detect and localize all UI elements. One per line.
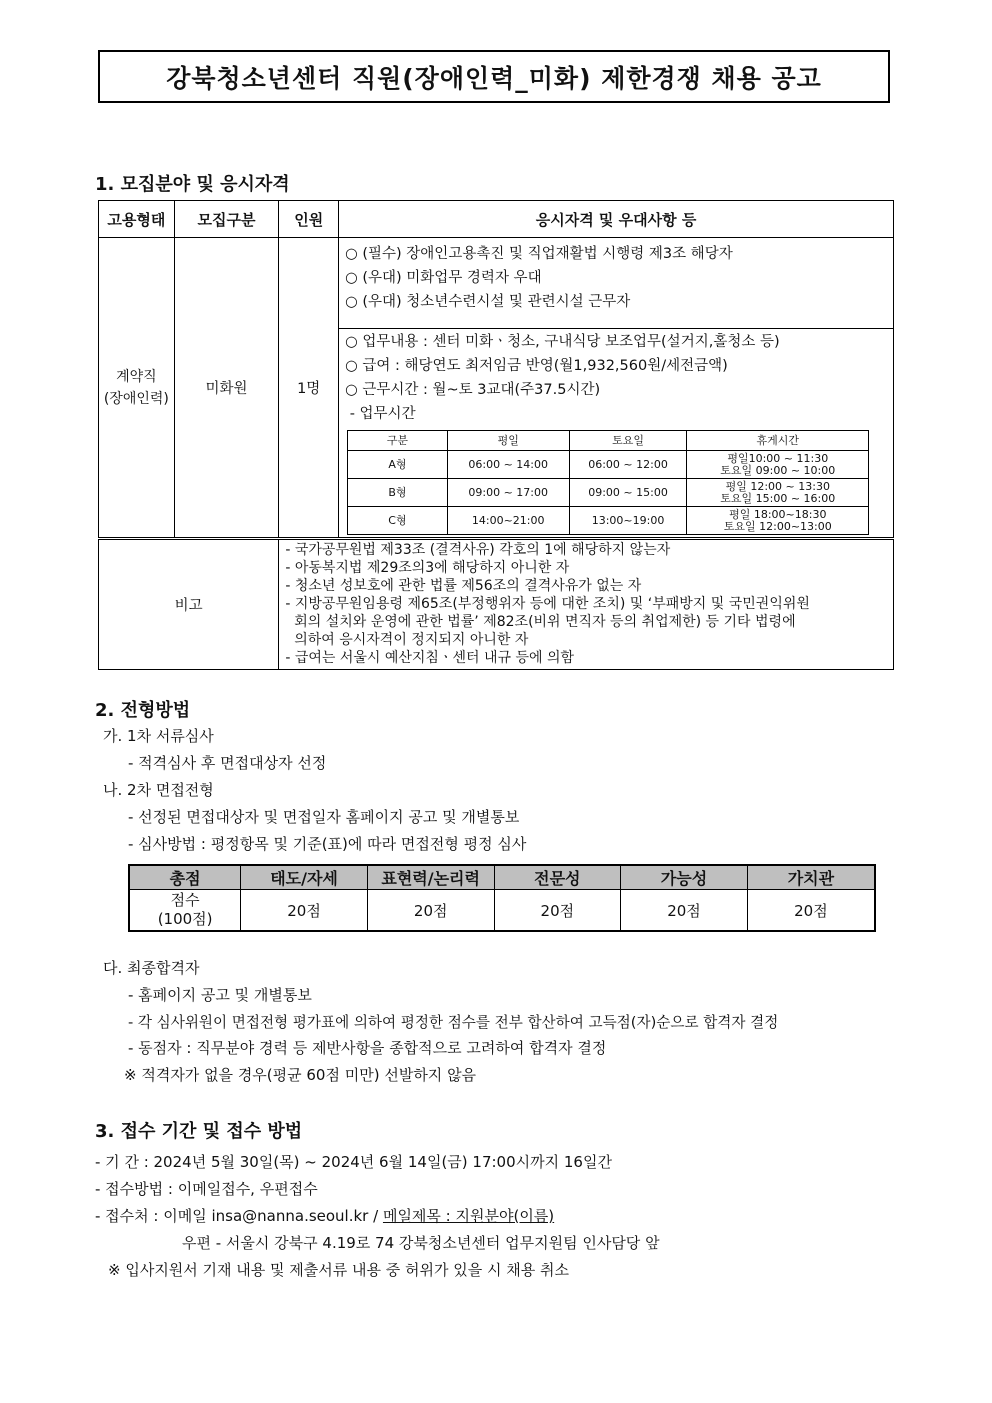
header-employment-type: 고용형태 [99, 201, 175, 238]
schedule-weekday: 09:00 ~ 17:00 [447, 479, 569, 507]
details-cell [339, 329, 894, 539]
screening-step-1-item: - 적격심사 후 면접대상자 선정 [128, 754, 327, 772]
score-table [128, 864, 876, 932]
email-subject-format: 메일제목 : 지원분야(이름) [382, 1207, 555, 1225]
page-title: 강북청소년센터 직원(장애인력_미화) 제한경쟁 채용 공고 [98, 50, 890, 103]
screening-step-2-item: - 선정된 면접대상자 및 면접일자 홈페이지 공고 및 개별통보 [128, 808, 520, 826]
score-value: 20점 [494, 890, 621, 932]
schedule-break-weekday: 평일 12:00 ~ 13:30 [725, 479, 830, 493]
schedule-header-break: 휴게시간 [687, 431, 869, 451]
application-place-email: - 접수처 : 이메일 insa@nanna.seoul.kr / [95, 1207, 383, 1225]
schedule-row [348, 507, 869, 535]
score-header: 전문성 [494, 865, 621, 890]
final-selection-heading: 다. 최종합격자 [103, 959, 200, 977]
section2-heading: 2. 전형방법 [95, 700, 191, 721]
schedule-saturday: 06:00 ~ 12:00 [569, 451, 687, 479]
score-row-label-line1: 점수 [170, 891, 200, 909]
score-header: 총점 [129, 865, 241, 890]
schedule-break-saturday: 토요일 09:00 ~ 10:00 [720, 463, 836, 477]
score-header: 표현력/논리력 [367, 865, 494, 890]
schedule-weekday: 14:00~21:00 [447, 507, 569, 535]
final-selection-item: - 각 심사위원이 면접전형 평가표에 의하여 평정한 점수를 전부 합산하여 고득점(자)순으로 합격자 결정 [128, 1014, 779, 1031]
qualification-item: ○ (우대) 미화업무 경력자 우대 [345, 270, 542, 286]
screening-step-2-item: - 심사방법 : 평정항목 및 기준(표)에 따라 면접전형 평정 심사 [128, 835, 527, 853]
score-row-label-line2: (100점) [157, 910, 213, 928]
schedule-row [348, 479, 869, 507]
schedule-saturday: 13:00~19:00 [569, 507, 687, 535]
schedule-saturday: 09:00 ~ 15:00 [569, 479, 687, 507]
schedule-break [687, 451, 869, 479]
schedule-break-weekday: 평일10:00 ~ 11:30 [727, 451, 829, 465]
work-schedule-table [347, 430, 869, 535]
header-count: 인원 [279, 201, 339, 238]
final-selection-item: - 홈페이지 공고 및 개별통보 [128, 986, 312, 1004]
remark-item: - 청소년 성보호에 관한 법률 제56조의 결격사유가 없는 자 [285, 578, 642, 594]
schedule-header-weekday: 평일 [447, 431, 569, 451]
section1-heading: 1. 모집분야 및 응시자격 [95, 174, 290, 195]
remark-item: - 아동복지법 제29조의3에 해당하지 아니한 자 [285, 560, 570, 576]
employment-type-cell [99, 238, 175, 539]
schedule-break-weekday: 평일 18:00~18:30 [729, 507, 827, 521]
header-qualifications: 응시자격 및 우대사항 등 [339, 201, 894, 238]
remark-item: 회의 설치와 운영에 관한 법률’ 제82조(비위 면직자 등의 취업제한) 등 기타 법령에 [285, 614, 796, 630]
remarks-cell [279, 539, 894, 670]
score-value: 20점 [747, 890, 875, 932]
detail-item: - 업무시간 [345, 406, 416, 422]
score-header: 태도/자세 [241, 865, 368, 890]
final-selection-note: ※ 적격자가 없을 경우(평균 60점 미만) 선발하지 않음 [124, 1066, 477, 1084]
schedule-header-type: 구분 [348, 431, 448, 451]
schedule-break [687, 507, 869, 535]
final-selection-item: - 동점자 : 직무분야 경력 등 제반사항을 종합적으로 고려하여 합격자 결정 [128, 1039, 607, 1057]
remarks-label: 비고 [99, 539, 279, 670]
application-place [95, 1205, 554, 1226]
remark-item: 의하여 응시자격이 정지되지 아니한 자 [285, 632, 529, 648]
qualification-item: ○ (필수) 장애인고용촉진 및 직업재활법 시행령 제3조 해당자 [345, 246, 733, 262]
application-notice: ※ 입사지원서 기재 내용 및 제출서류 내용 중 허위가 있을 시 채용 취소 [108, 1261, 570, 1279]
screening-step-2: 나. 2차 면접전형 [103, 781, 214, 799]
schedule-break-saturday: 토요일 12:00~13:00 [723, 519, 832, 533]
qualifications-cell [339, 238, 894, 329]
detail-item: ○ 근무시간 : 월~토 3교대(주37.5시간) [345, 382, 601, 398]
score-row-label [129, 890, 241, 932]
application-post-address: 우편 - 서울시 강북구 4.19로 74 강북청소년센터 업무지원팀 인사담당 앞 [182, 1234, 660, 1252]
score-header: 가치관 [747, 865, 875, 890]
employment-type-line2: (장애인력) [103, 390, 169, 407]
schedule-break [687, 479, 869, 507]
schedule-header-saturday: 토요일 [569, 431, 687, 451]
schedule-type: B형 [348, 479, 448, 507]
header-category: 모집구분 [174, 201, 279, 238]
remark-item: - 국가공무원법 제33조 (결격사유) 각호의 1에 해당하지 않는자 [285, 542, 671, 558]
schedule-row [348, 451, 869, 479]
score-value: 20점 [621, 890, 748, 932]
remark-item: - 지방공무원임용령 제65조(부정행위자 등에 대한 조치) 및 ‘부패방지 및 국민권익위원 [285, 596, 810, 612]
detail-item: ○ 급여 : 해당연도 최저임금 반영(월1,932,560원/세전금액) [345, 358, 728, 374]
application-period: - 기 간 : 2024년 5월 30일(목) ~ 2024년 6월 14일(금) 17:00시까지 16일간 [95, 1153, 612, 1171]
score-header: 가능성 [621, 865, 748, 890]
schedule-type: A형 [348, 451, 448, 479]
qualification-item: ○ (우대) 청소년수련시설 및 관련시설 근무자 [345, 294, 631, 310]
employment-type-line1: 계약직 [116, 368, 157, 385]
detail-item: ○ 업무내용 : 센터 미화ㆍ청소, 구내식당 보조업무(설거지,홀청소 등) [345, 334, 780, 350]
count-cell: 1명 [279, 238, 339, 539]
section3-heading: 3. 접수 기간 및 접수 방법 [95, 1121, 303, 1142]
category-cell: 미화원 [174, 238, 279, 539]
remark-item: - 급여는 서울시 예산지침ㆍ센터 내규 등에 의함 [285, 650, 575, 666]
schedule-weekday: 06:00 ~ 14:00 [447, 451, 569, 479]
schedule-break-saturday: 토요일 15:00 ~ 16:00 [720, 491, 836, 505]
application-method: - 접수방법 : 이메일접수, 우편접수 [95, 1180, 318, 1198]
schedule-type: C형 [348, 507, 448, 535]
score-value: 20점 [367, 890, 494, 932]
recruitment-table [98, 200, 894, 670]
screening-step-1: 가. 1차 서류심사 [103, 727, 214, 745]
score-value: 20점 [241, 890, 368, 932]
